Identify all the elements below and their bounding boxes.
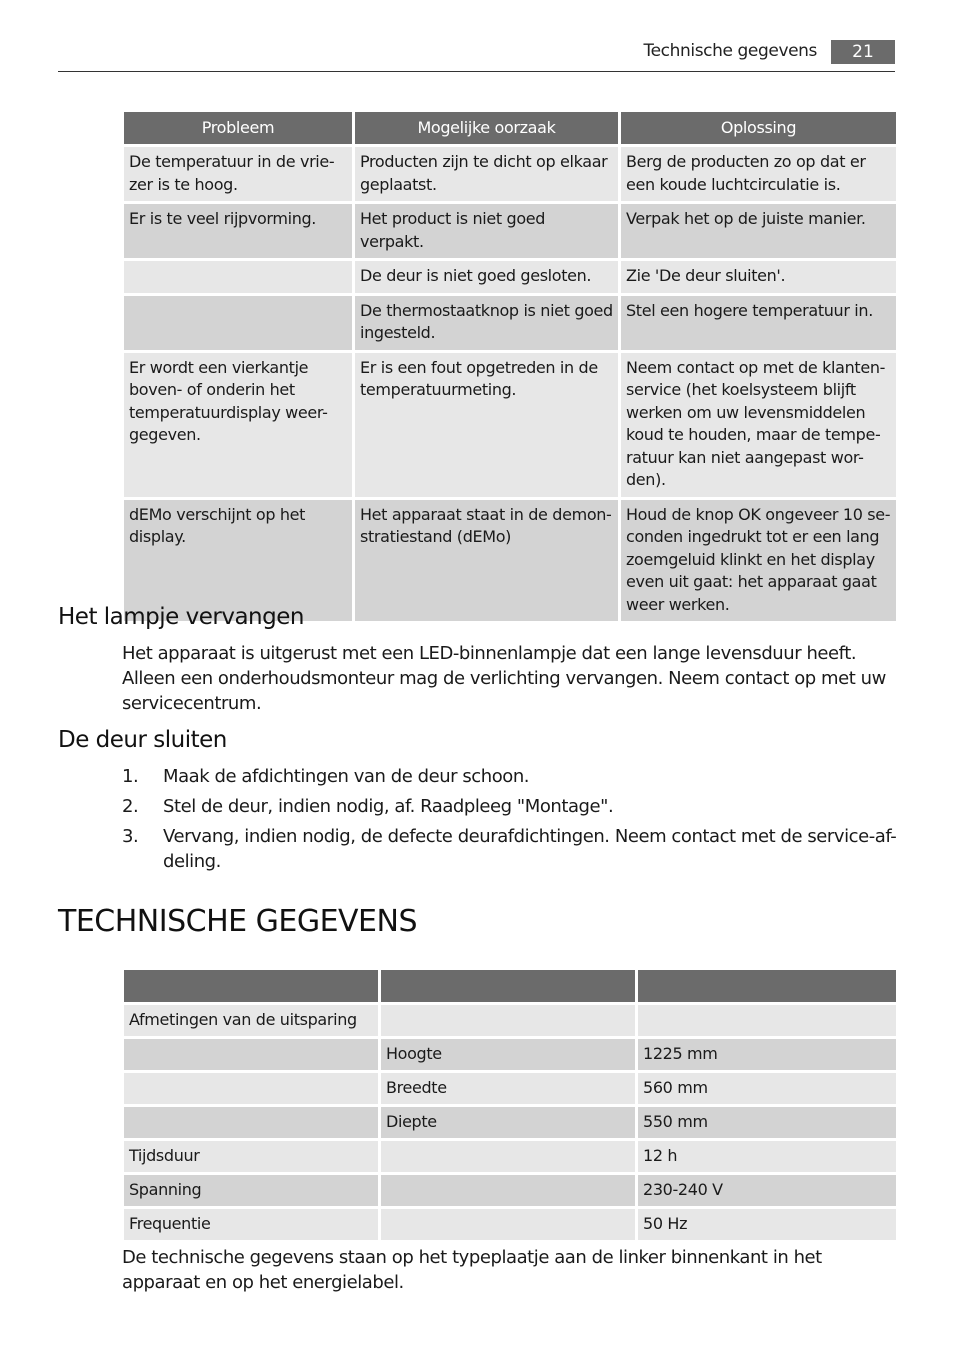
technical-data-table bbox=[121, 967, 899, 1243]
table-header-row bbox=[124, 970, 896, 1002]
cause-cell: De thermostaatknop is niet goed ingesteld. bbox=[355, 296, 618, 350]
step-text: Maak de afdichtingen van de deur schoon. bbox=[163, 766, 530, 787]
column-header: Mogelijke oorzaak bbox=[355, 112, 618, 144]
chapter-title: TECHNISCHE GEGEVENS bbox=[58, 904, 417, 939]
cause-cell: Het apparaat staat in de demon-stratiestand (dEMo) bbox=[355, 500, 618, 622]
problem-cell bbox=[124, 296, 352, 350]
table-row bbox=[124, 1209, 896, 1240]
solution-cell: Houd de knop OK ongeveer 10 se-conden ingedrukt tot er een lang zoemgeluid klinkt en het display even uit gaat: het apparaat gaat weer werken. bbox=[621, 500, 896, 622]
table-row bbox=[124, 147, 896, 201]
table-row bbox=[124, 1039, 896, 1070]
table-row bbox=[124, 500, 896, 622]
table-cell bbox=[124, 1073, 378, 1104]
solution-cell: Verpak het op de juiste manier. bbox=[621, 204, 896, 258]
lamp-section-text: Het apparaat is uitgerust met een LED-binnenlampje dat een lange levensduur heeft. Alleen een onderhoudsmonteur mag de verlichting vervangen. Neem contact op met uw servicecentrum. bbox=[122, 643, 886, 714]
door-steps-list bbox=[122, 764, 897, 879]
problem-cell: Er is te veel rijpvorming. bbox=[124, 204, 352, 258]
header-title: Technische gegevens bbox=[643, 41, 817, 61]
cause-cell: De deur is niet goed gesloten. bbox=[355, 261, 618, 293]
table-row bbox=[124, 1073, 896, 1104]
cause-cell: Het product is niet goed verpakt. bbox=[355, 204, 618, 258]
table-cell bbox=[381, 1141, 635, 1172]
table-row bbox=[124, 204, 896, 258]
lamp-section-heading: Het lampje vervangen bbox=[58, 604, 304, 630]
column-header bbox=[638, 970, 896, 1002]
step-number: 3. bbox=[122, 826, 139, 847]
table-row bbox=[124, 353, 896, 497]
table-cell bbox=[124, 1039, 378, 1070]
solution-cell: Neem contact op met de klanten-service (het koelsysteem blijft werken om uw levensmiddelen koud te houden, maar de tempe-ratuur kan niet aangepast wor-den). bbox=[621, 353, 896, 497]
step-text: Vervang, indien nodig, de defecte deurafdichtingen. Neem contact met de service-af-deling. bbox=[163, 826, 897, 872]
problem-cell: De temperatuur in de vrie-zer is te hoog. bbox=[124, 147, 352, 201]
page-header bbox=[58, 38, 895, 72]
column-header: Probleem bbox=[124, 112, 352, 144]
cause-cell: Producten zijn te dicht op elkaar geplaatst. bbox=[355, 147, 618, 201]
table-cell: 12 h bbox=[638, 1141, 896, 1172]
column-header bbox=[381, 970, 635, 1002]
table-cell: 1225 mm bbox=[638, 1039, 896, 1070]
solution-cell: Stel een hogere temperatuur in. bbox=[621, 296, 896, 350]
step-number: 1. bbox=[122, 766, 139, 787]
table-cell: Spanning bbox=[124, 1175, 378, 1206]
table-row bbox=[124, 261, 896, 293]
table-cell: Hoogte bbox=[381, 1039, 635, 1070]
cause-cell: Er is een fout opgetreden in de temperatuurmeting. bbox=[355, 353, 618, 497]
door-section-heading: De deur sluiten bbox=[58, 727, 227, 753]
table-cell bbox=[638, 1005, 896, 1036]
table-cell: 560 mm bbox=[638, 1073, 896, 1104]
problem-cell: dEMo verschijnt op het display. bbox=[124, 500, 352, 622]
table-header-row bbox=[124, 112, 896, 144]
table-cell: 550 mm bbox=[638, 1107, 896, 1138]
problem-cell bbox=[124, 261, 352, 293]
solution-cell: Berg de producten zo op dat er een koude luchtcirculatie is. bbox=[621, 147, 896, 201]
list-item bbox=[122, 794, 897, 819]
column-header bbox=[124, 970, 378, 1002]
table-cell bbox=[381, 1175, 635, 1206]
table-cell bbox=[124, 1107, 378, 1138]
list-item bbox=[122, 824, 897, 874]
step-number: 2. bbox=[122, 796, 139, 817]
table-cell bbox=[381, 1005, 635, 1036]
table-cell bbox=[381, 1209, 635, 1240]
table-cell: Afmetingen van de uitsparing bbox=[124, 1005, 378, 1036]
table-cell: 230-240 V bbox=[638, 1175, 896, 1206]
table-cell: Frequentie bbox=[124, 1209, 378, 1240]
table-cell: Breedte bbox=[381, 1073, 635, 1104]
table-row bbox=[124, 1107, 896, 1138]
tech-footer-text: De technische gegevens staan op het typeplaatje aan de linker binnenkant in het apparaat en op het energielabel. bbox=[122, 1247, 822, 1293]
solution-cell: Zie 'De deur sluiten'. bbox=[621, 261, 896, 293]
table-cell: Tijdsduur bbox=[124, 1141, 378, 1172]
troubleshooting-table bbox=[121, 109, 899, 624]
column-header: Oplossing bbox=[621, 112, 896, 144]
step-text: Stel de deur, indien nodig, af. Raadpleeg "Montage". bbox=[163, 796, 614, 817]
table-row bbox=[124, 1005, 896, 1036]
table-cell: Diepte bbox=[381, 1107, 635, 1138]
table-cell: 50 Hz bbox=[638, 1209, 896, 1240]
table-row bbox=[124, 1141, 896, 1172]
table-row bbox=[124, 296, 896, 350]
list-item bbox=[122, 764, 897, 789]
page-number: 21 bbox=[831, 40, 895, 64]
problem-cell: Er wordt een vierkantje boven- of onderin het temperatuurdisplay weer-gegeven. bbox=[124, 353, 352, 497]
table-row bbox=[124, 1175, 896, 1206]
